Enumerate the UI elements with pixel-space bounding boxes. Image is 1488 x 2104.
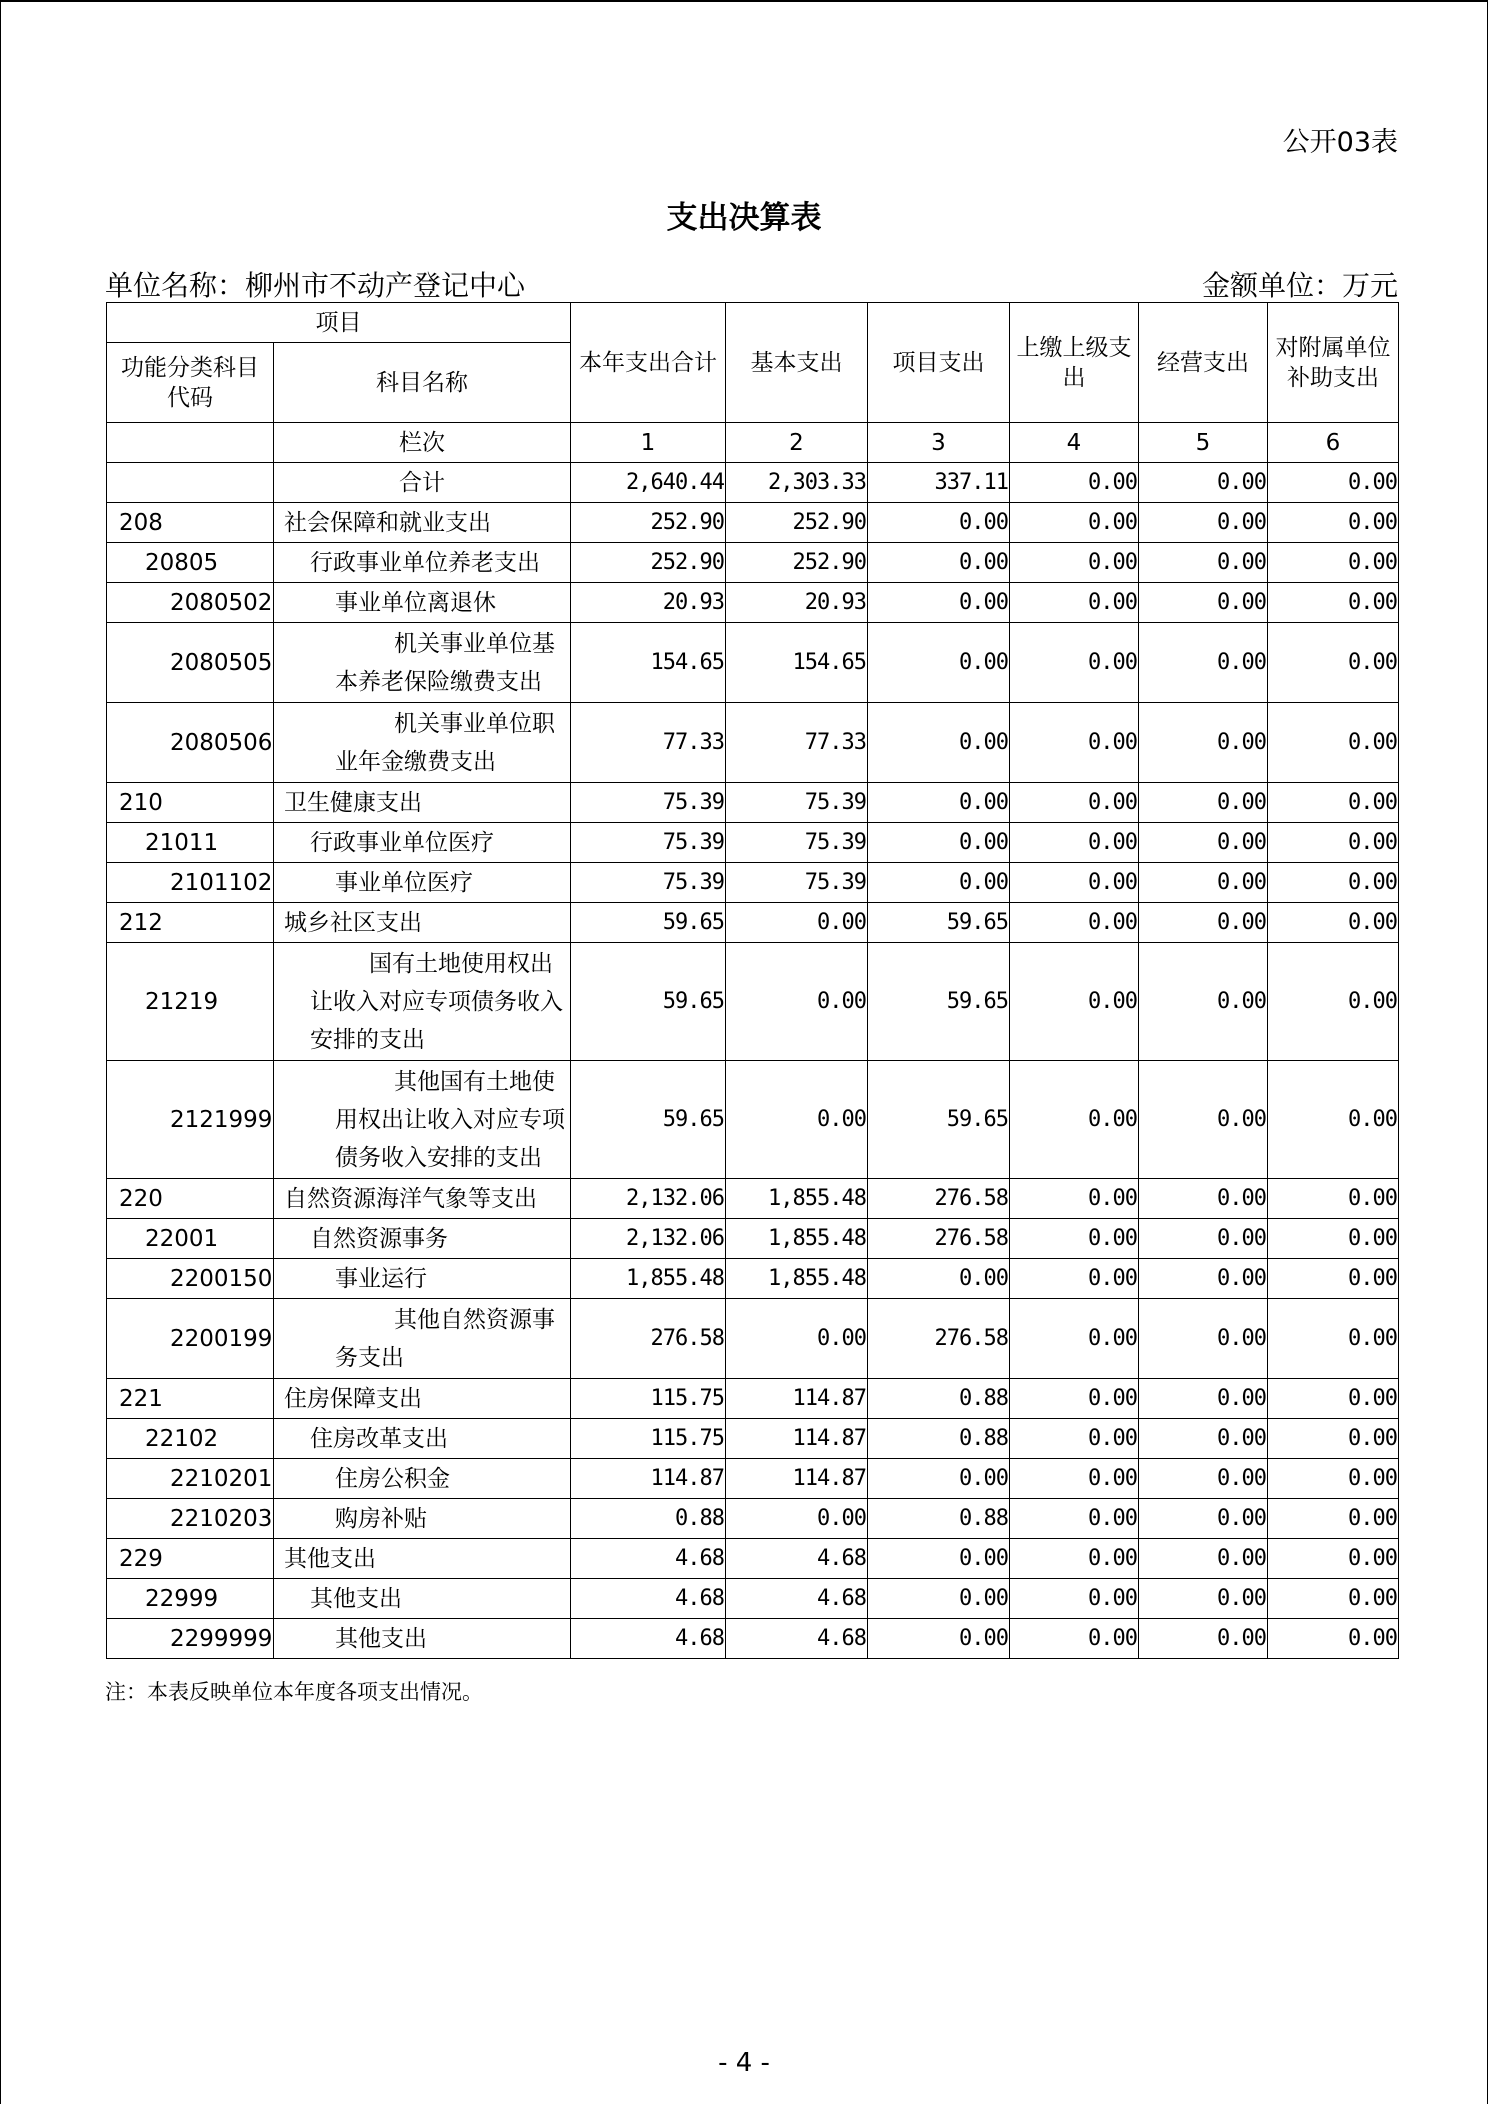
row-value: 0.00 <box>1268 943 1399 1061</box>
row-value: 4.68 <box>726 1579 868 1619</box>
row-code: 210 <box>107 783 274 823</box>
col-num: 4 <box>1010 423 1139 463</box>
row-value: 75.39 <box>726 863 868 903</box>
row-value: 0.00 <box>868 1579 1010 1619</box>
row-value: 0.00 <box>1010 1259 1139 1299</box>
row-code: 2121999 <box>107 1061 274 1179</box>
row-value: 0.88 <box>571 1499 726 1539</box>
row-value: 0.00 <box>868 583 1010 623</box>
row-value: 0.00 <box>1139 863 1268 903</box>
row-value: 0.00 <box>868 1459 1010 1499</box>
row-value: 0.00 <box>1010 823 1139 863</box>
amount-unit: 金额单位：万元 <box>1201 269 1398 302</box>
col-num: 1 <box>571 423 726 463</box>
table-row <box>107 943 1399 1061</box>
row-code: 22999 <box>107 1579 274 1619</box>
row-value: 0.00 <box>1139 1419 1268 1459</box>
row-value: 0.00 <box>1139 703 1268 783</box>
row-name: 购房补贴 <box>274 1499 571 1539</box>
table-row <box>107 1259 1399 1299</box>
row-value: 0.88 <box>868 1499 1010 1539</box>
row-value: 0.00 <box>1010 1419 1139 1459</box>
row-code: 208 <box>107 503 274 543</box>
row-value: 276.58 <box>868 1219 1010 1259</box>
row-value: 0.00 <box>1010 1579 1139 1619</box>
expenditure-table <box>106 302 1399 1659</box>
row-value: 0.00 <box>1139 823 1268 863</box>
row-code: 212 <box>107 903 274 943</box>
row-value: 0.00 <box>1010 1379 1139 1419</box>
row-value: 0.00 <box>1139 1179 1268 1219</box>
row-value: 0.00 <box>1268 1459 1399 1499</box>
row-value: 4.68 <box>571 1619 726 1659</box>
row-name: 其他国有土地使用权出让收入对应专项债务收入安排的支出 <box>274 1061 571 1179</box>
row-value: 0.00 <box>1139 503 1268 543</box>
page-number: - 4 - <box>718 2048 770 2078</box>
row-value: 0.00 <box>1268 1061 1399 1179</box>
row-value: 0.00 <box>1139 1619 1268 1659</box>
row-value: 0.00 <box>1268 1259 1399 1299</box>
row-value: 0.00 <box>1010 623 1139 703</box>
row-value: 0.00 <box>1139 1259 1268 1299</box>
row-value: 0.00 <box>1010 543 1139 583</box>
row-value: 114.87 <box>726 1459 868 1499</box>
col-num: 5 <box>1139 423 1268 463</box>
row-value: 59.65 <box>571 903 726 943</box>
table-row <box>107 543 1399 583</box>
table-row <box>107 1619 1399 1659</box>
row-value: 0.00 <box>1010 1061 1139 1179</box>
row-name: 事业运行 <box>274 1259 571 1299</box>
table-row <box>107 783 1399 823</box>
row-value: 59.65 <box>868 943 1010 1061</box>
row-name: 合计 <box>274 463 571 503</box>
row-value: 0.00 <box>1139 1379 1268 1419</box>
row-code: 22001 <box>107 1219 274 1259</box>
row-value: 75.39 <box>726 823 868 863</box>
row-value: 0.00 <box>1268 863 1399 903</box>
header-code: 功能分类科目代码 <box>107 343 274 423</box>
row-value: 59.65 <box>868 903 1010 943</box>
row-value: 0.00 <box>1139 1061 1268 1179</box>
row-value: 0.88 <box>868 1419 1010 1459</box>
row-value: 252.90 <box>726 543 868 583</box>
table-row <box>107 1299 1399 1379</box>
row-value: 20.93 <box>726 583 868 623</box>
row-value: 114.87 <box>726 1419 868 1459</box>
table-row <box>107 1061 1399 1179</box>
row-value: 0.00 <box>1268 543 1399 583</box>
table-row <box>107 503 1399 543</box>
row-value: 75.39 <box>726 783 868 823</box>
row-name: 事业单位离退休 <box>274 583 571 623</box>
row-value: 0.00 <box>1010 583 1139 623</box>
row-code: 2080502 <box>107 583 274 623</box>
row-value: 154.65 <box>571 623 726 703</box>
row-value: 75.39 <box>571 783 726 823</box>
row-value: 0.00 <box>1010 1499 1139 1539</box>
row-value: 0.00 <box>1010 1179 1139 1219</box>
page-title: 支出决算表 <box>666 200 822 236</box>
header-item: 项目 <box>107 303 571 343</box>
row-value: 0.00 <box>868 1539 1010 1579</box>
row-value: 276.58 <box>571 1299 726 1379</box>
row-value: 59.65 <box>571 943 726 1061</box>
row-value: 0.00 <box>868 1619 1010 1659</box>
row-value: 0.00 <box>868 863 1010 903</box>
header-subsidy: 对附属单位补助支出 <box>1268 303 1399 423</box>
row-value: 0.00 <box>1268 1619 1399 1659</box>
row-value: 252.90 <box>726 503 868 543</box>
row-value: 4.68 <box>726 1619 868 1659</box>
row-code: 2200150 <box>107 1259 274 1299</box>
row-value: 115.75 <box>571 1379 726 1419</box>
row-value: 59.65 <box>868 1061 1010 1179</box>
row-value: 0.00 <box>868 503 1010 543</box>
row-name: 住房公积金 <box>274 1459 571 1499</box>
row-value: 0.88 <box>868 1379 1010 1419</box>
row-value: 0.00 <box>1139 943 1268 1061</box>
row-value: 2,132.06 <box>571 1179 726 1219</box>
table-row <box>107 903 1399 943</box>
row-code: 22102 <box>107 1419 274 1459</box>
row-value: 0.00 <box>1139 903 1268 943</box>
row-code: 21219 <box>107 943 274 1061</box>
row-value: 0.00 <box>1268 1299 1399 1379</box>
row-value: 77.33 <box>726 703 868 783</box>
row-value: 59.65 <box>571 1061 726 1179</box>
col-num: 2 <box>726 423 868 463</box>
row-value: 0.00 <box>1139 583 1268 623</box>
row-code: 21011 <box>107 823 274 863</box>
row-value: 77.33 <box>571 703 726 783</box>
row-value: 1,855.48 <box>571 1259 726 1299</box>
row-value: 20.93 <box>571 583 726 623</box>
header-business: 经营支出 <box>1139 303 1268 423</box>
row-value: 0.00 <box>1268 623 1399 703</box>
header-row-label: 栏次 <box>274 423 571 463</box>
row-value: 0.00 <box>1010 1459 1139 1499</box>
row-code: 20805 <box>107 543 274 583</box>
row-value: 114.87 <box>726 1379 868 1419</box>
row-value: 0.00 <box>1268 463 1399 503</box>
table-row <box>107 1419 1399 1459</box>
unit-name: 单位名称：柳州市不动产登记中心 <box>105 269 526 302</box>
row-value: 0.00 <box>868 623 1010 703</box>
row-value: 0.00 <box>1010 703 1139 783</box>
row-value: 0.00 <box>726 1499 868 1539</box>
row-value: 0.00 <box>1268 1219 1399 1259</box>
row-value: 0.00 <box>868 1259 1010 1299</box>
row-value: 75.39 <box>571 823 726 863</box>
row-code: 2080505 <box>107 623 274 703</box>
row-code: 2210203 <box>107 1499 274 1539</box>
table-note: 注：本表反映单位本年度各项支出情况。 <box>105 1680 483 1704</box>
col-num: 3 <box>868 423 1010 463</box>
row-value: 0.00 <box>868 703 1010 783</box>
table-row <box>107 583 1399 623</box>
row-value: 252.90 <box>571 503 726 543</box>
header-project: 项目支出 <box>868 303 1010 423</box>
row-value: 0.00 <box>1010 503 1139 543</box>
row-value: 0.00 <box>1268 703 1399 783</box>
row-name: 住房改革支出 <box>274 1419 571 1459</box>
row-value: 0.00 <box>1139 623 1268 703</box>
row-value: 0.00 <box>726 943 868 1061</box>
row-name: 机关事业单位基本养老保险缴费支出 <box>274 623 571 703</box>
row-value: 0.00 <box>1139 543 1268 583</box>
row-value: 276.58 <box>868 1299 1010 1379</box>
row-code: 220 <box>107 1179 274 1219</box>
row-name: 行政事业单位养老支出 <box>274 543 571 583</box>
row-value: 0.00 <box>1268 1419 1399 1459</box>
row-value: 0.00 <box>1010 1299 1139 1379</box>
table-row <box>107 1219 1399 1259</box>
row-name: 社会保障和就业支出 <box>274 503 571 543</box>
header-name: 科目名称 <box>274 343 571 423</box>
row-value: 0.00 <box>1010 943 1139 1061</box>
row-name: 城乡社区支出 <box>274 903 571 943</box>
row-name: 国有土地使用权出让收入对应专项债务收入安排的支出 <box>274 943 571 1061</box>
row-value: 0.00 <box>1268 1499 1399 1539</box>
row-value: 0.00 <box>1010 863 1139 903</box>
row-name: 其他支出 <box>274 1539 571 1579</box>
row-value: 0.00 <box>1139 1579 1268 1619</box>
row-name: 其他支出 <box>274 1579 571 1619</box>
row-value: 0.00 <box>1010 1619 1139 1659</box>
table-row <box>107 1539 1399 1579</box>
row-value: 0.00 <box>1139 783 1268 823</box>
row-value: 75.39 <box>571 863 726 903</box>
row-value: 1,855.48 <box>726 1259 868 1299</box>
row-code: 229 <box>107 1539 274 1579</box>
row-value: 0.00 <box>1139 1219 1268 1259</box>
row-value: 2,640.44 <box>571 463 726 503</box>
row-name: 自然资源事务 <box>274 1219 571 1259</box>
row-value: 276.58 <box>868 1179 1010 1219</box>
table-row <box>107 1499 1399 1539</box>
row-value: 0.00 <box>726 1299 868 1379</box>
row-code: 2101102 <box>107 863 274 903</box>
row-value: 0.00 <box>1010 1539 1139 1579</box>
row-code: 2080506 <box>107 703 274 783</box>
table-row <box>107 1379 1399 1419</box>
row-name: 其他支出 <box>274 1619 571 1659</box>
header-upper: 上缴上级支出 <box>1010 303 1139 423</box>
header-total: 本年支出合计 <box>571 303 726 423</box>
row-value: 0.00 <box>1268 583 1399 623</box>
row-value: 0.00 <box>1139 1459 1268 1499</box>
row-value: 154.65 <box>726 623 868 703</box>
row-value: 4.68 <box>726 1539 868 1579</box>
header-basic: 基本支出 <box>726 303 868 423</box>
row-value: 0.00 <box>1268 1579 1399 1619</box>
table-row <box>107 1579 1399 1619</box>
row-value: 252.90 <box>571 543 726 583</box>
table-row <box>107 703 1399 783</box>
row-value: 4.68 <box>571 1579 726 1619</box>
row-value: 0.00 <box>1268 783 1399 823</box>
col-num: 6 <box>1268 423 1399 463</box>
row-value: 0.00 <box>1139 1499 1268 1539</box>
form-number: 公开03表 <box>1282 127 1398 158</box>
row-name: 自然资源海洋气象等支出 <box>274 1179 571 1219</box>
row-value: 1,855.48 <box>726 1179 868 1219</box>
row-value: 0.00 <box>1010 1219 1139 1259</box>
row-value: 0.00 <box>1268 903 1399 943</box>
row-value: 337.11 <box>868 463 1010 503</box>
row-code: 2299999 <box>107 1619 274 1659</box>
row-value: 115.75 <box>571 1419 726 1459</box>
row-value: 0.00 <box>1268 1539 1399 1579</box>
row-code: 2200199 <box>107 1299 274 1379</box>
row-value: 0.00 <box>1139 463 1268 503</box>
row-value: 0.00 <box>1139 1299 1268 1379</box>
row-value: 114.87 <box>571 1459 726 1499</box>
row-value: 0.00 <box>726 903 868 943</box>
row-value: 0.00 <box>1139 1539 1268 1579</box>
table-row <box>107 623 1399 703</box>
table-row <box>107 823 1399 863</box>
row-value: 0.00 <box>868 783 1010 823</box>
table-row <box>107 1179 1399 1219</box>
row-value: 0.00 <box>1010 463 1139 503</box>
row-code <box>107 463 274 503</box>
row-code: 221 <box>107 1379 274 1419</box>
row-name: 卫生健康支出 <box>274 783 571 823</box>
row-name: 行政事业单位医疗 <box>274 823 571 863</box>
row-value: 0.00 <box>1268 503 1399 543</box>
row-value: 0.00 <box>1010 783 1139 823</box>
row-value: 4.68 <box>571 1539 726 1579</box>
table-row <box>107 463 1399 503</box>
table-row <box>107 1459 1399 1499</box>
row-value: 0.00 <box>1010 903 1139 943</box>
row-value: 2,303.33 <box>726 463 868 503</box>
header-blank <box>107 423 274 463</box>
row-value: 1,855.48 <box>726 1219 868 1259</box>
row-name: 事业单位医疗 <box>274 863 571 903</box>
row-name: 住房保障支出 <box>274 1379 571 1419</box>
row-value: 0.00 <box>868 823 1010 863</box>
row-value: 2,132.06 <box>571 1219 726 1259</box>
row-value: 0.00 <box>1268 1379 1399 1419</box>
row-value: 0.00 <box>726 1061 868 1179</box>
table-row <box>107 863 1399 903</box>
row-value: 0.00 <box>868 543 1010 583</box>
row-value: 0.00 <box>1268 823 1399 863</box>
row-name: 机关事业单位职业年金缴费支出 <box>274 703 571 783</box>
row-code: 2210201 <box>107 1459 274 1499</box>
row-value: 0.00 <box>1268 1179 1399 1219</box>
row-name: 其他自然资源事务支出 <box>274 1299 571 1379</box>
